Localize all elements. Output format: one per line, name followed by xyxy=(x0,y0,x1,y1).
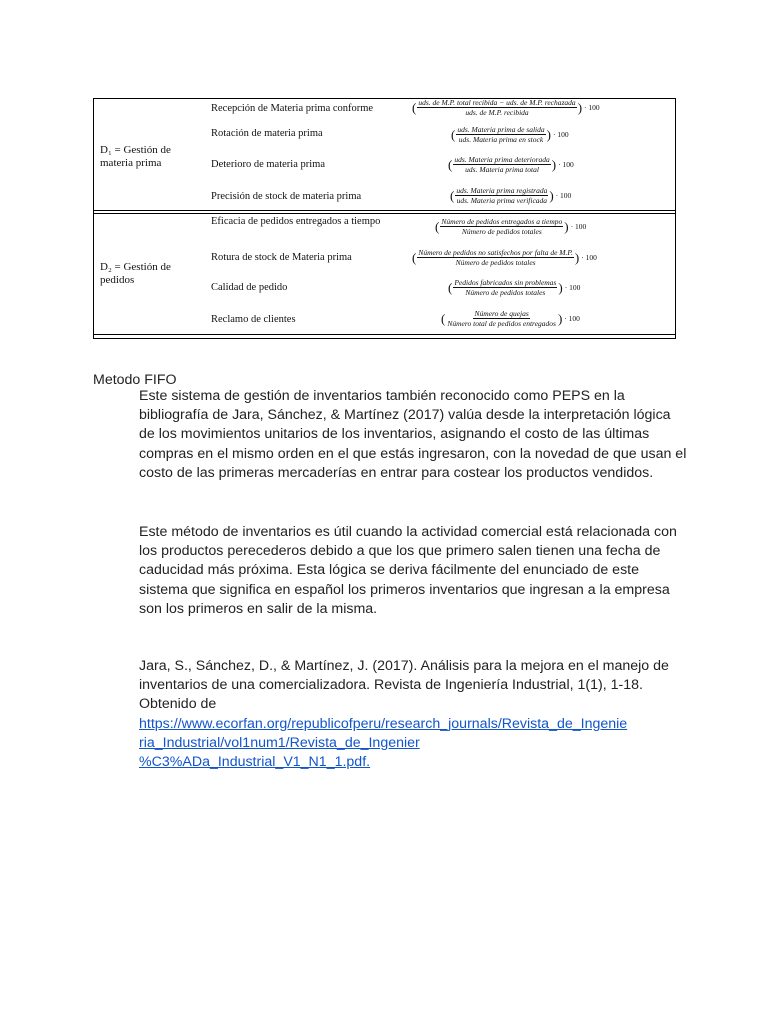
table-bottom-rule xyxy=(94,334,675,335)
formula: ( $\frac{\text{Número de pedidos no satisfechos por falta de M.P.}}{\text{Número de pedidos totales}}$ ) · 100 xyxy=(412,248,597,267)
indicator-name: Calidad de pedido xyxy=(211,282,288,293)
indicator-name: Reclamo de clientes xyxy=(211,314,296,325)
formula: ( $\frac{\text{uds. de M.P. total recibida − uds. de M.P. rechazada}}{\text{uds. de M.P. recibida}}$ ) · 100 xyxy=(412,98,600,117)
indicator-name: Deterioro de materia prima xyxy=(211,159,325,170)
formula-multiplier: · 100 xyxy=(581,253,597,262)
indicator-name: Rotación de materia prima xyxy=(211,128,323,139)
table-bottom-rule xyxy=(94,338,675,339)
formula-numerator: uds. Materia prima registrada xyxy=(456,186,548,195)
formula-multiplier: · 100 xyxy=(558,160,574,169)
formula-numerator: uds. de M.P. total recibida − uds. de M.P. rechazada xyxy=(418,98,576,107)
formula-denominator: Número de pedidos totales xyxy=(461,227,542,236)
indicator-name: Precisión de stock de materia prima xyxy=(211,191,362,202)
formula-numerator: Número de pedidos entregados a tiempo xyxy=(441,217,563,226)
formula-multiplier: · 100 xyxy=(564,314,580,323)
group-divider xyxy=(94,213,675,214)
formula-multiplier: · 100 xyxy=(552,130,569,139)
formula-numerator: uds. Materia prima de salida xyxy=(457,125,545,134)
dimension-label: D₁ = Gestión de materia prima xyxy=(100,144,171,169)
formula-denominator: uds. de M.P. recibida xyxy=(465,108,529,117)
formula-multiplier: · 100 xyxy=(570,222,587,231)
dimension-label: D₂ = Gestión de pedidos xyxy=(100,261,171,286)
formula-denominator: uds. Materia prima total xyxy=(465,165,539,174)
formula-multiplier: · 100 xyxy=(584,103,600,112)
paragraph-text: Este método de inventarios es útil cuando la actividad comercial está relacionada con los productos perecederos debido a que los que primero salen tienen una fecha de caducidad más próxima. Esta lógica se deriva fácilmente del enunciado de este sistema que significa en español los primeros inventarios que ingresan a la empresa son los primeros en salir de la misma. xyxy=(139,524,677,617)
formula: ( $\frac{\text{Número de pedidos entregados a tiempo}}{\text{Número de pedidos totales}}$ ) · 100 xyxy=(435,217,587,236)
formula: ( $\frac{\text{uds. Materia prima de salida}}{\text{uds. Materia prima en stock}}$ ) · 100 xyxy=(451,125,569,144)
formula-multiplier: · 100 xyxy=(564,283,581,292)
paragraph-text: Este sistema de gestión de inventarios también reconocido como PEPS en la bibliografía de Jara, Sánchez, & Martínez (2017) valúa desde la interpretación lógica de los movimientos unitarios de los inventarios, asignando el costo de las últimas compras en el mismo orden en el que estás ingresaron, con la novedad de que usan el costo de las primeras mercaderías en entrar para costear los productos vendidos. xyxy=(139,388,687,481)
formula-denominator: uds. Materia prima en stock xyxy=(458,135,544,144)
formula-denominator: Número de pedidos totales xyxy=(455,258,536,267)
formula-numerator: Número de quejas xyxy=(474,309,529,318)
reference-citation xyxy=(139,657,689,772)
formula-denominator: Número de pedidos totales xyxy=(465,288,546,297)
formula-denominator: Número total de pedidos entregados xyxy=(447,319,556,328)
indicator-name: Rotura de stock de Materia prima xyxy=(211,252,352,263)
formula: ( $\frac{\text{Número de quejas}}{\text{Número total de pedidos entregados}}$ ) · 100 xyxy=(441,309,580,328)
formula: ( $\frac{\text{Pedidos fabricados sin problemas}}{\text{Número de pedidos totales}}$ ) · 100 xyxy=(448,278,581,297)
indicator-name: Eficacia de pedidos entregados a tiempo xyxy=(211,216,381,227)
reference-link[interactable]: %C3%ADa_Industrial_V1_N1_1.pdf. xyxy=(139,754,371,771)
formula: ( $\frac{\text{uds. Materia prima deteriorada}}{\text{uds. Materia prima total}}$ ) · 100 xyxy=(448,155,574,174)
formula: ( $\frac{\text{uds. Materia prima registrada}}{\text{uds. Materia prima verificada}}$ ) · 100 xyxy=(450,186,572,205)
formula-multiplier: · 100 xyxy=(555,191,572,200)
section-heading: Metodo FIFO xyxy=(93,372,177,388)
reference-link[interactable]: ria_Industrial/vol1num1/Revista_de_Ingenier xyxy=(139,734,420,751)
reference-text: Jara, S., Sánchez, D., & Martínez, J. (2017). Análisis para la mejora en el manejo de inventarios de una comercializadora. Revista de Ingeniería Industrial, 1(1), 1-18. Obtenido de xyxy=(139,658,669,713)
reference-link[interactable]: https://www.ecorfan.org/republicofperu/research_journals/Revista_de_Ingenie xyxy=(139,715,628,732)
formula-denominator: uds. Materia prima verificada xyxy=(456,196,548,205)
paragraph-fifo-usage xyxy=(139,523,689,619)
indicator-name: Recepción de Materia prima conforme xyxy=(211,103,374,114)
formula-numerator: Número de pedidos no satisfechos por falta de M.P. xyxy=(418,248,573,257)
formula-numerator: uds. Materia prima deteriorada xyxy=(454,155,550,164)
paragraph-fifo-description xyxy=(139,387,689,483)
group-divider xyxy=(94,210,675,211)
formula-numerator: Pedidos fabricados sin problemas xyxy=(454,278,557,287)
indicators-table xyxy=(93,98,676,339)
